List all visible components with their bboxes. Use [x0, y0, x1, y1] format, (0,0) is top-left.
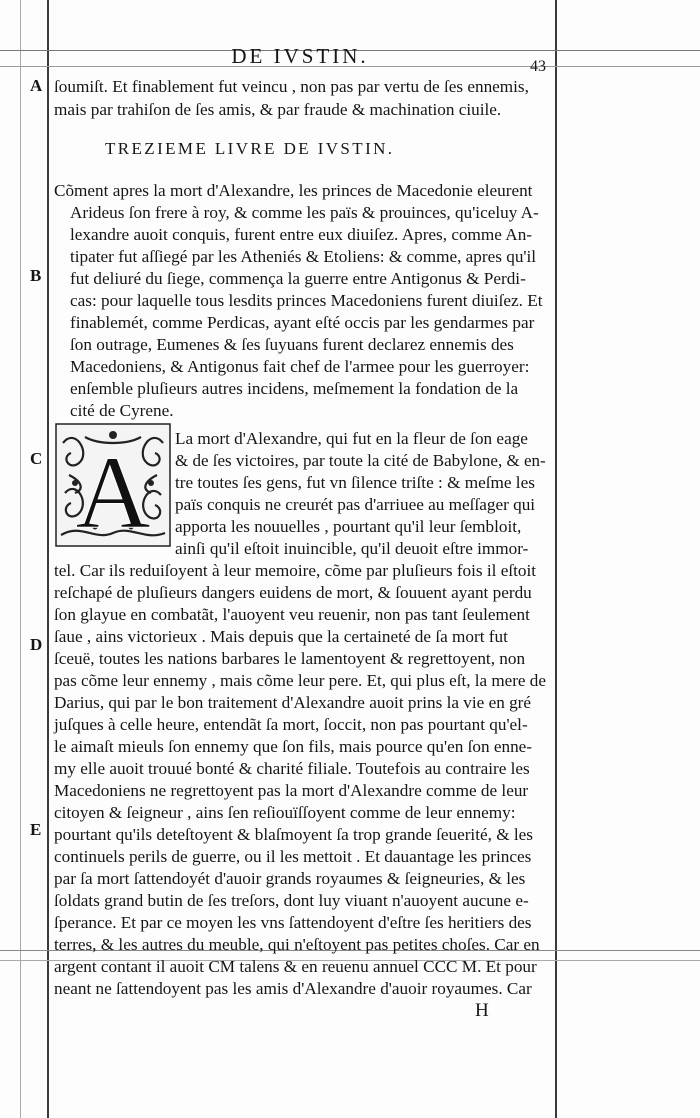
body-line: ſoldats grand butin de ſes treſors, dont luy viuant n'auoyent aucune e-: [54, 891, 529, 910]
body-line: my elle auoit trouué bonté & charité filiale. Toutefois au contraire les: [54, 759, 530, 778]
body-line: par ſa mort ſattendoyét d'auoir grands royaumes & ſeigneuries, & les: [54, 869, 526, 888]
body-line: apporta les nouuelles , pourtant qu'il leur ſembloit,: [175, 517, 522, 536]
text-line: mais par trahiſon de ſes amis, & par fraude & machination ciuile.: [54, 100, 502, 119]
body-line: citoyen & ſeigneur , ains ſen reſiouïſſoyent comme de leur ennemy:: [54, 803, 516, 822]
margin-letter-a: A: [30, 76, 43, 95]
summary-line: Arideus ſon frere à roy, & comme les païs & prouinces, qu'iceluy A-: [70, 203, 539, 222]
body-line: & de ſes victoires, par toute la cité de Babylone, & en-: [175, 451, 546, 470]
signature-mark: H: [475, 1000, 489, 1021]
chapter-title: TREZIEME LIVRE DE IVSTIN.: [105, 139, 395, 158]
body-line: La mort d'Alexandre, qui fut en la fleur de ſon eage: [175, 429, 528, 448]
body-line: le aimaſt mieuls ſon ennemy que ſon fils, mais pource qu'en ſon enne-: [54, 737, 533, 756]
body-line: Macedoniens ne regrettoyent pas la mort d'Alexandre comme de leur: [54, 781, 529, 800]
body-line: ainſi qu'il eſtoit inuincible, qu'il deuoit eſtre immor-: [175, 539, 529, 558]
decorated-initial: [55, 423, 171, 547]
body-line: continuels perils de guerre, ou il les mettoit . Et dauantage les princes: [54, 847, 532, 866]
summary-line: fut deliuré du ſiege, commença la guerre entre Antigonus & Perdi-: [70, 269, 526, 288]
body-line: ſon glayue en combatãt, l'auoyent veu reuenir, non pas tant ſeulement: [54, 605, 530, 624]
summary-line: enſemble pluſieurs autres incidens, meſmement la fondation de la: [70, 379, 519, 398]
body-line: tel. Car ils reduiſoyent à leur memoire, cõme par pluſieurs fois il eſtoit: [54, 561, 537, 580]
body-line: neant ne ſattendoyent pas les amis d'Alexandre d'auoir royaumes. Car: [54, 979, 532, 998]
body-line: argent contant il auoit CM talens & en reuenu annuel CCC M. Et pour: [54, 957, 537, 976]
body-line: juſques à celle heure, entendãt ſa mort, ſoccit, non pas pourtant qu'el-: [54, 715, 528, 734]
running-head: DE IVSTIN.: [231, 44, 369, 68]
page-number: 43: [530, 58, 546, 75]
summary-line: Macedoniens, & Antigonus fait chef de l'armee pour les guerroyer:: [70, 357, 530, 376]
body-line: tre toutes ſes gens, fut vn ſilence triſte : & meſme les: [175, 473, 535, 492]
body-line: ſperance. Et par ce moyen les vns ſattendoyent d'eſtre ſes heritiers des: [54, 913, 532, 932]
body-line: reſchapé de pluſieurs dangers euidens de mort, & ſouuent ayant perdu: [54, 583, 532, 602]
text-line: ſoumiſt. Et finablement fut veincu , non pas par vertu de ſes ennemis,: [54, 77, 529, 96]
summary-line: ſon outrage, Eumenes & ſes ſuyuans furent declarez ennemis des: [70, 335, 514, 354]
margin-letter-e: E: [30, 820, 42, 839]
body-line: ſaue , ains victorieux . Mais depuis que la certaineté de ſa mort fut: [54, 627, 508, 646]
body-line: païs conquis ne creurét pas d'arriuee au meſſager qui: [175, 495, 536, 514]
body-line: terres, & les autres du meuble, qui n'eſtoyent pas petites choſes. Car en: [54, 935, 540, 954]
body-line: pas cõme leur ennemy , mais cõme leur pere. Et, qui plus eſt, la mere de: [54, 671, 546, 690]
summary-line: Cõment apres la mort d'Alexandre, les princes de Macedonie eleurent: [54, 181, 533, 200]
summary-line: cas: pour laquelle tous lesdits princes Macedoniens furent diuiſez. Et: [70, 291, 543, 310]
body-line: pourtant qu'ils deteſtoyent & blaſmoyent ſa trop grande ſeuerité, & les: [54, 825, 533, 844]
body-line: ſceuë, toutes les nations barbares le lamentoyent & regrettoyent, non: [54, 649, 526, 668]
margin-letter-c: C: [30, 449, 43, 468]
margin-letter-d: D: [30, 635, 43, 654]
initial-letter: A: [75, 435, 151, 547]
summary-line: lexandre auoit conquis, furent entre eux diuiſez. Apres, comme An-: [70, 225, 533, 244]
margin-letter-b: B: [30, 266, 42, 285]
body-line: Darius, qui par le bon traitement d'Alexandre auoit prins la vie en gré: [54, 693, 532, 712]
summary-line: cité de Cyrene.: [70, 401, 174, 420]
summary-line: tipater fut aſſiegé par les Atheniés & Etoliens: & comme, apres qu'il: [70, 247, 537, 266]
summary-line: finablemét, comme Perdicas, ayant eſté occis par les gendarmes par: [70, 313, 535, 332]
